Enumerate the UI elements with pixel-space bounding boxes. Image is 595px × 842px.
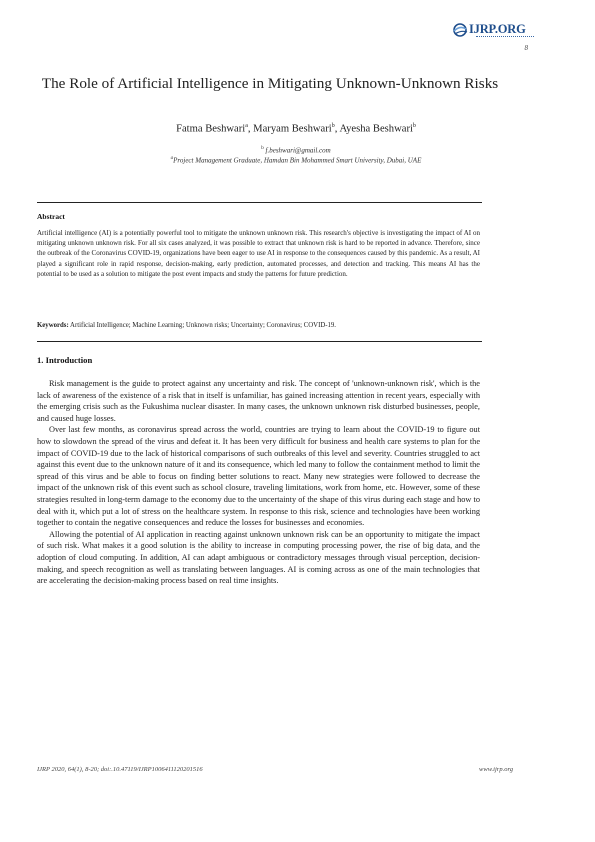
globe-swoosh-icon — [452, 22, 468, 38]
section-heading: 1. Introduction — [37, 355, 93, 365]
keywords — [37, 322, 480, 329]
keywords-text: Artificial Intelligence; Machine Learning; Unknown risks; Uncertainty; Coronavirus; COVID-19. — [70, 322, 337, 329]
author-sup: a — [245, 123, 248, 129]
affiliation-sup: a — [170, 156, 174, 161]
divider-rule — [37, 341, 482, 342]
author-list: Fatma Beshwari$^a$, Maryam Beshwari$^b$, Ayesha Beshwari$^b$ — [176, 123, 416, 135]
author-name: Ayesha Beshwari — [339, 123, 413, 135]
author-email — [40, 146, 552, 154]
email-sup: b — [261, 146, 264, 151]
abstract-heading: Abstract — [37, 212, 65, 221]
paragraph: Allowing the potential of AI application in reacting against unknown unknown risk can be an opportunity to mitigate the impact of such risk. What makes it a good solution is the ability to increase in computing processing power, the rise of big data, and the adoption of cloud computing. In addition, AI can adapt ambiguous or contradictory messages through visual perception, decision-making, and speech recognition as well as translating between languages. AI is coming across as one of the main technologies that are accelerating the decision-making process based on real time insights. — [37, 529, 480, 586]
paper-title: The Role of Artificial Intelligence in Mitigating Unknown-Unknown Risks — [41, 75, 499, 92]
logo-underline — [476, 36, 534, 39]
keywords-label: Keywords: — [37, 322, 69, 329]
abstract-text: Artificial intelligence (AI) is a potentially powerful tool to mitigate the unknown unknown risk. This research's objective is investigating the impact of AI on mitigating unknown unknown risk. For all six cases analyzed, it was possible to extract that unknown risk is hard to be reported in advance. Therefore, since the outbreak of the Coronavirus COVID-19, organizations have been eager to use AI in response to the consequences caused by this pandemic. As a result, AI played a significant role in rapid response, decision-making, early prediction, automated processes, and detection and tracking. This means AI has the potential to be used as a solution to mitigate the post event impacts and study the patterns for future prediction. — [37, 229, 480, 278]
author-affiliation — [40, 156, 552, 164]
paragraph: Risk management is the guide to protect against any uncertainty and risk. The concept of 'unknown-unknown risk', which is the lack of awareness of the existence of a risk that in itself is unfamiliar, has gained increasing attention in recent years, especially with the emerging crisis such as the Fukushima nuclear disaster. In many cases, the unknown unknown risk disturbed businesses, people, and caused huge losses. — [37, 379, 480, 423]
author-name: Fatma Beshwari — [176, 123, 246, 135]
section-body — [37, 378, 480, 587]
author-sup: b — [331, 123, 335, 129]
author-name: Maryam Beshwari — [253, 123, 332, 135]
author-sup: b — [412, 123, 416, 129]
logo-text: IJRP.ORG — [469, 22, 526, 36]
divider-rule — [37, 202, 482, 203]
footer-citation: IJRP 2020, 64(1), 8-20; doi:.10.47119/IJRP1006411120201516 — [37, 766, 203, 773]
email-text: f.beshwari@gmail.com — [265, 146, 331, 155]
footer-website-link[interactable]: www.ijrp.org — [479, 766, 513, 773]
journal-logo — [452, 22, 534, 44]
affiliation-text: Project Management Graduate, Hamdan Bin Mohammed Smart University, Dubai, UAE — [173, 156, 422, 165]
page-number: 8 — [524, 44, 528, 52]
paragraph: Over last few months, as coronavirus spread across the world, countries are trying to learn about the COVID-19 to figure out how to slowdown the spread of the virus and defeat it. It has been very difficult for business and health care systems to plan for the impact of COVID-19 due to the lack of historical comparisons of such outbreaks of this level and severity. Countries struggled to act against this event due to the unknown nature of it and its consequence, which led many to follow the containment method to limit the spread of this virus and be able to focus on finding better solutions to react. Many new strategies were followed to decrease the impact of the unknown risk of this event such as school closure, traveling limitations, work from home, etc. However, some of these strategies resulted in long-term damage to the economy due to the uncertainty of the shape of this virus during each stage and how to deal with it, which put a lot of stress on the healthcare system. In response to this risk, science and technologies have been working together to contain the negative consequences and reduce the losses for businesses and economies. — [37, 425, 480, 528]
